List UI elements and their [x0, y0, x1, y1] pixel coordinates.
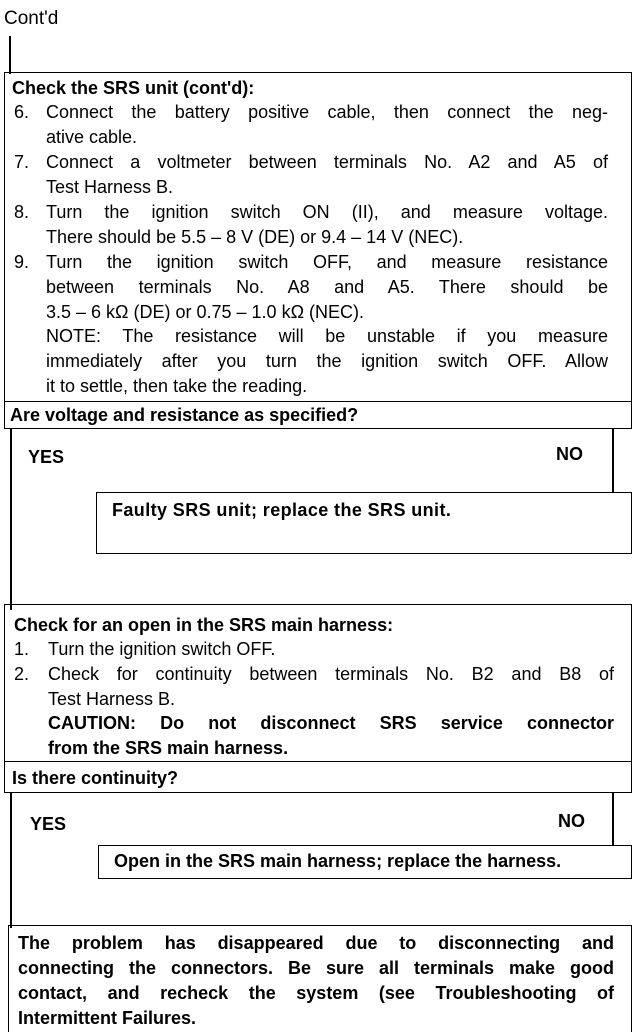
step2-title: Check for an open in the SRS main harness:: [14, 615, 394, 635]
step2-caution-line: from the SRS main harness.: [48, 738, 289, 758]
step1-note-line: NOTE: The resistance will be unstable if you measure: [46, 326, 608, 346]
no-branch-line: [612, 792, 614, 846]
yes-branch-line: [10, 428, 12, 610]
yes-label: YES: [30, 814, 67, 834]
step1-item-line: between terminals No. A8 and A5. There should be: [46, 277, 608, 297]
contd-label: Cont'd: [4, 8, 59, 29]
step2-item-line: Check for continuity between terminals No. B2 and B8 of: [48, 664, 614, 684]
flow-connector: [9, 36, 11, 74]
final-line: Intermittent Failures.: [18, 1008, 197, 1028]
result1-text: Faulty SRS unit; replace the SRS unit.: [112, 500, 452, 520]
question1-text: Are voltage and resistance as specified?: [10, 405, 359, 425]
step1-item-line: 3.5 – 6 kΩ (DE) or 0.75 – 1.0 kΩ (NEC).: [46, 302, 365, 322]
yes-label: YES: [28, 447, 65, 467]
step1-item-line: Turn the ignition switch OFF, and measure resistance: [46, 252, 608, 272]
no-label: NO: [556, 444, 583, 464]
step2-item-line: Turn the ignition switch OFF.: [48, 639, 276, 659]
step1-item-line: There should be 5.5 – 8 V (DE) or 9.4 – 14 V (NEC).: [46, 227, 464, 247]
step1-note-line: it to settle, then take the reading.: [46, 376, 308, 396]
final-line: The problem has disappeared due to disconnecting and: [18, 933, 614, 953]
step1-note-line: immediately after you turn the ignition switch OFF. Allow: [46, 351, 608, 371]
step2-item-num: 1.: [14, 639, 30, 659]
step1-item-num: 9.: [14, 252, 30, 272]
no-label: NO: [558, 811, 585, 831]
no-branch-line: [612, 428, 614, 492]
step1-item-num: 8.: [14, 202, 30, 222]
step1-item-num: 7.: [14, 152, 30, 172]
step1-item-num: 6.: [14, 102, 30, 122]
step1-item-line: Test Harness B.: [46, 177, 174, 197]
result2-text: Open in the SRS main harness; replace the harness.: [114, 851, 562, 871]
step1-item-line: Connect a voltmeter between terminals No. A2 and A5 of: [46, 152, 608, 172]
final-line: contact, and recheck the system (see Troubleshooting of: [18, 983, 614, 1003]
step1-item-line: Turn the ignition switch ON (II), and measure voltage.: [46, 202, 608, 222]
step2-item-num: 2.: [14, 664, 30, 684]
step2-item-line: Test Harness B.: [48, 689, 176, 709]
step1-item-line: ative cable.: [46, 127, 138, 147]
final-line: connecting the connectors. Be sure all terminals make good: [18, 958, 614, 978]
step1-title: Check the SRS unit (cont'd):: [12, 78, 255, 98]
step1-item-line: Connect the battery positive cable, then connect the neg-: [46, 102, 608, 122]
question2-text: Is there continuity?: [12, 768, 179, 788]
yes-branch-line: [10, 792, 12, 928]
step2-caution-line: CAUTION: Do not disconnect SRS service connector: [48, 713, 614, 733]
